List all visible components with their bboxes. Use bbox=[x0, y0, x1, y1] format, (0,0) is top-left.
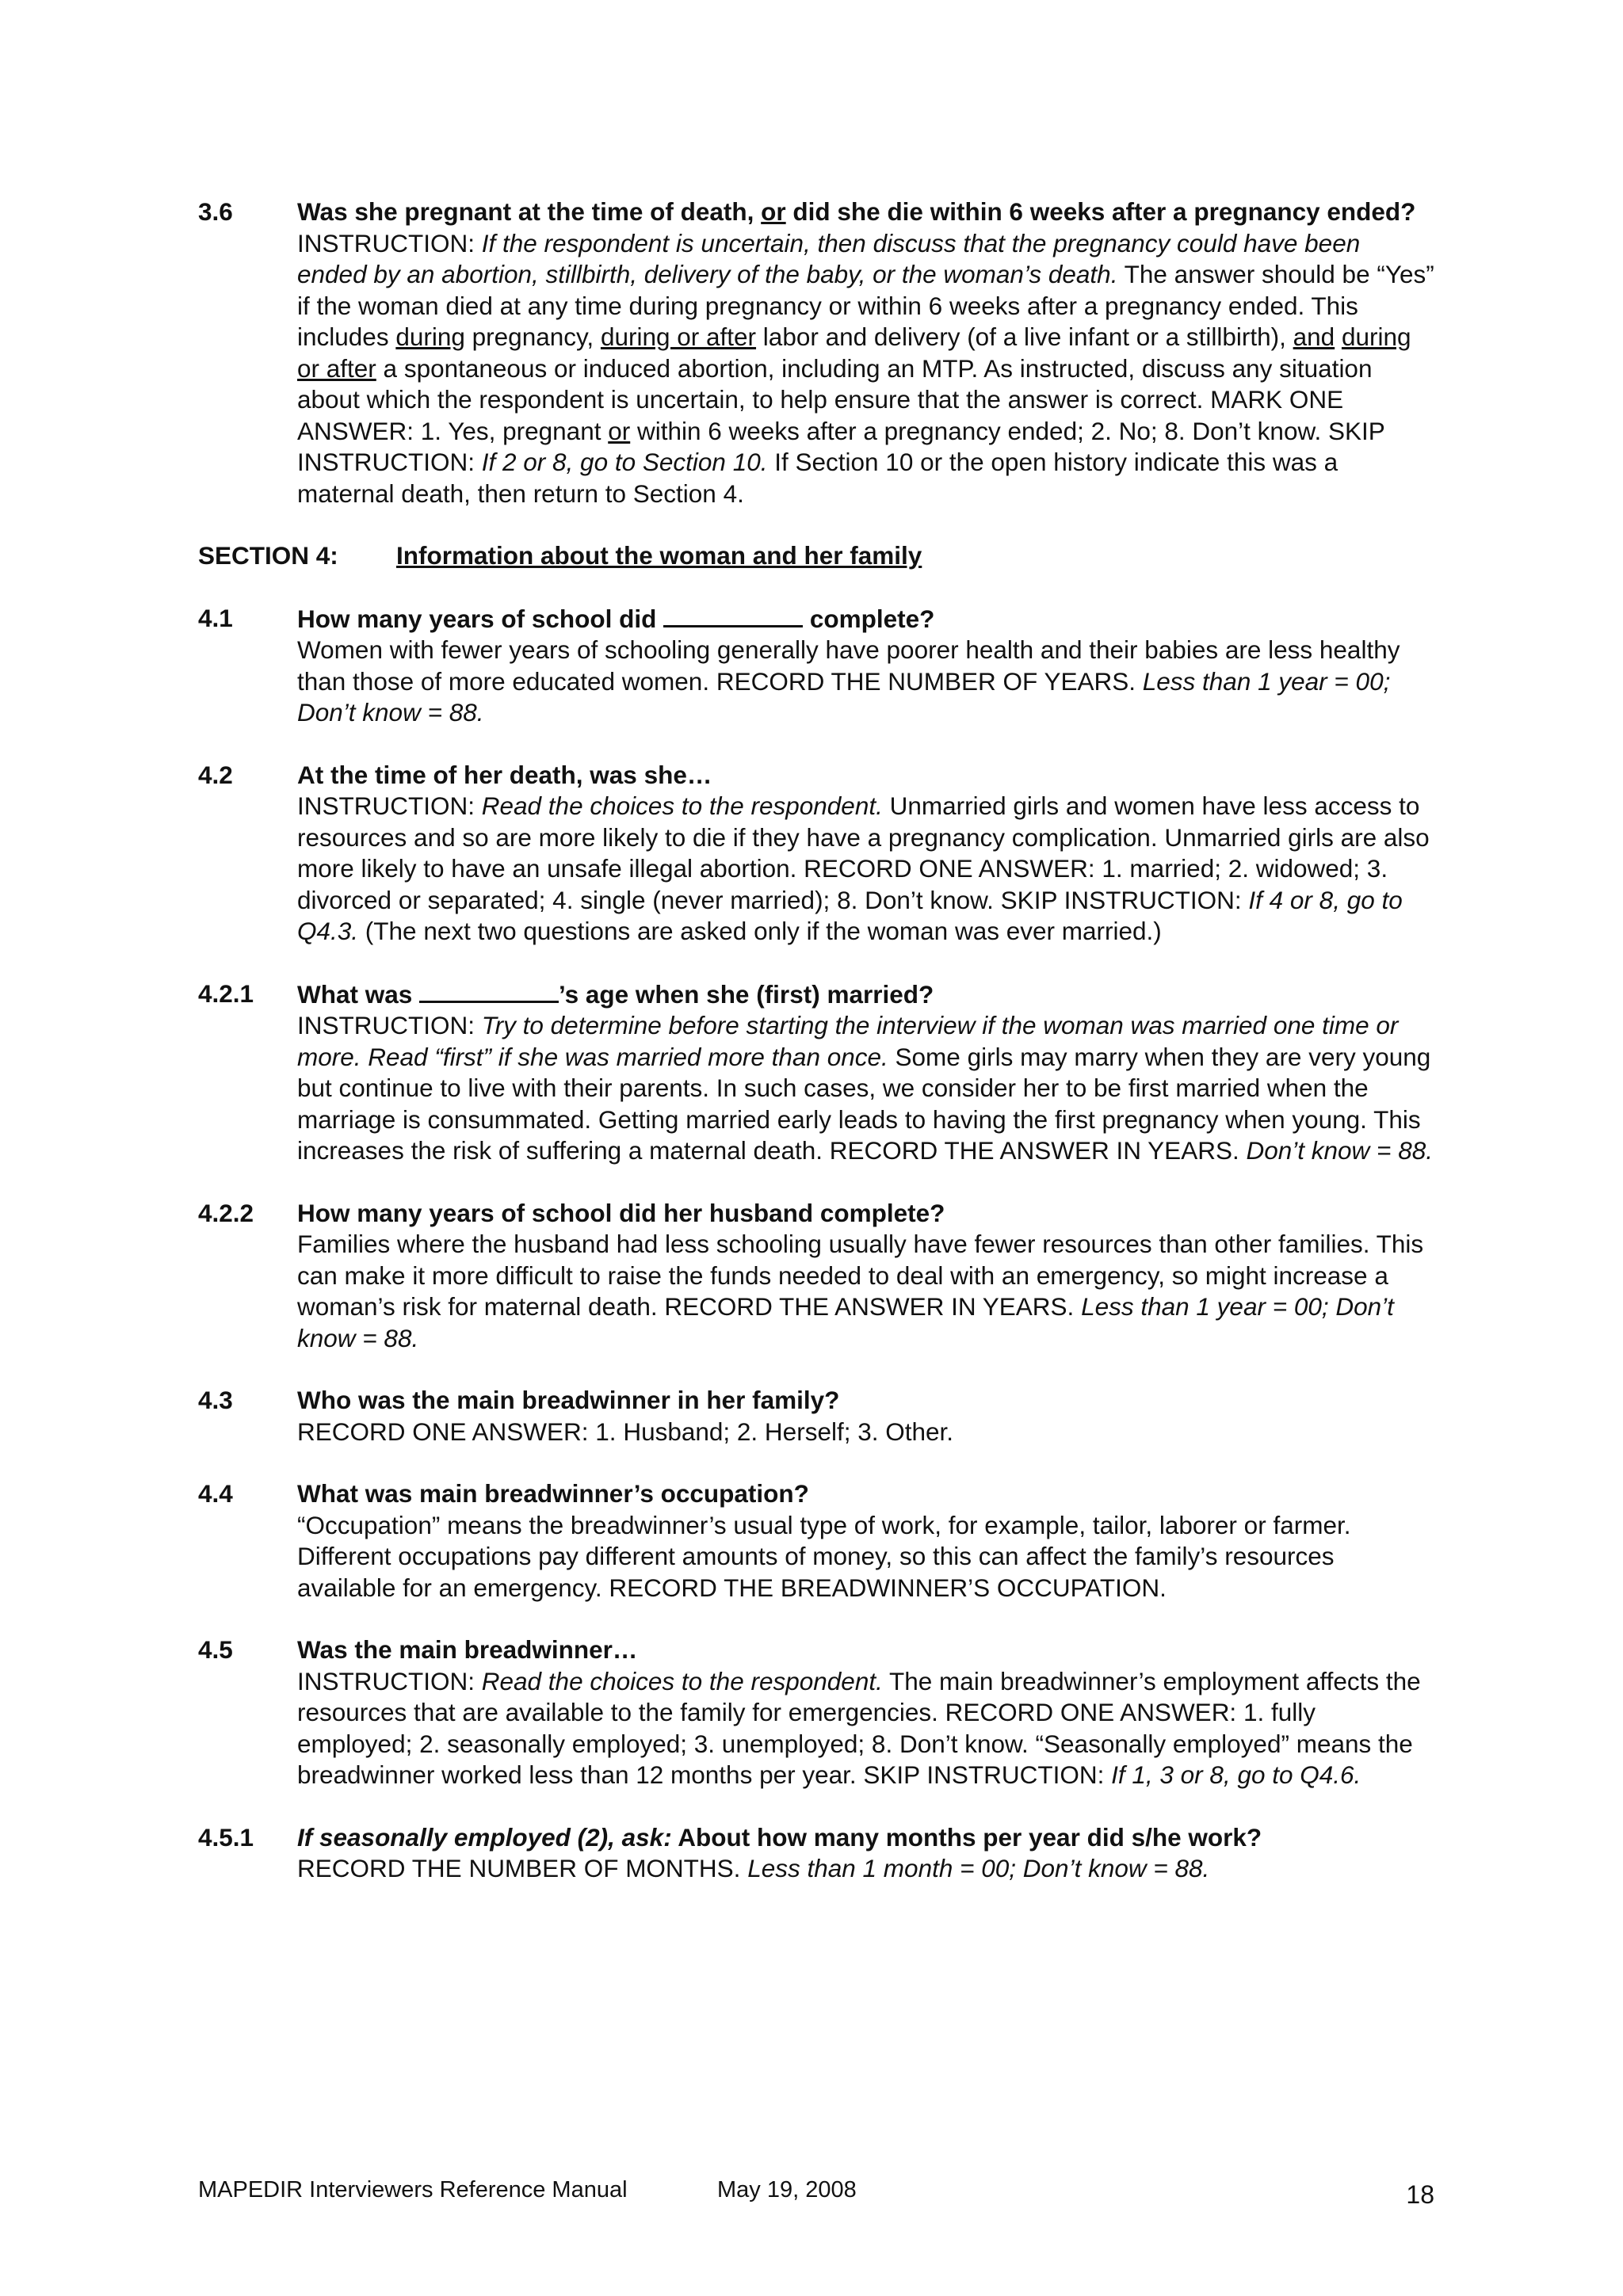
question-text: What was ’s age when she (first) married? bbox=[297, 979, 934, 1009]
question-instruction: Women with fewer years of schooling generally have poorer health and their babies are less healthy than those of more educated women. RECORD THE NUMBER OF YEARS. Less than 1 year = 00; Don’t know = 88. bbox=[297, 635, 1400, 727]
question-text: Was the main breadwinner… bbox=[297, 1635, 638, 1664]
page-footer bbox=[198, 2177, 1434, 2212]
question-body bbox=[297, 603, 1434, 729]
question-body bbox=[297, 196, 1434, 509]
question-number: 4.4 bbox=[198, 1479, 233, 1508]
question-instruction: INSTRUCTION: Read the choices to the respondent. The main breadwinner’s employment affects the resources that are available to the family for emergencies. RECORD ONE ANSWER: 1. fully employed; 2. seasonally employed; 3. unemployed; 8. Don’t know. “Seasonally employed” means the breadwinner worked less than 12 months per year. SKIP INSTRUCTION: If 1, 3 or 8, go to Q4.6. bbox=[297, 1666, 1421, 1789]
footer-date: May 19, 2008 bbox=[717, 2177, 857, 2203]
question-number: 4.5 bbox=[198, 1635, 233, 1664]
question-text: At the time of her death, was she… bbox=[297, 760, 712, 789]
question-4-2-1 bbox=[198, 978, 1434, 1167]
question-instruction: INSTRUCTION: Try to determine before starting the interview if the woman was married one time or more. Read “first” if she was married more than once. Some girls may marry when they are very young but continue to live with their parents. In such cases, we consider her to be first married when the marriage is consummated. Getting married early leads to having the first pregnancy when young. This increases the risk of suffering a maternal death. RECORD THE ANSWER IN YEARS. Don’t know = 88. bbox=[297, 1011, 1433, 1165]
question-instruction: RECORD THE NUMBER OF MONTHS. Less than 1 month = 00; Don’t know = 88. bbox=[297, 1854, 1210, 1882]
question-4-1 bbox=[198, 603, 1434, 729]
question-text: How many years of school did complete? bbox=[297, 604, 935, 633]
question-body bbox=[297, 978, 1434, 1167]
question-number: 3.6 bbox=[198, 197, 233, 226]
footer-title: MAPEDIR Interviewers Reference Manual bbox=[198, 2177, 628, 2203]
question-number: 4.3 bbox=[198, 1386, 233, 1414]
question-instruction: INSTRUCTION: If the respondent is uncertain, then discuss that the pregnancy could have been ended by an abortion, stillbirth, delivery of the baby, or the woman’s death. The answer should be “Yes” if the woman died at any time during pregnancy or within 6 weeks after a pregnancy ended. This includes during pregnancy, during or after labor and delivery (of a live infant or a stillbirth), and during or after a spontaneous or induced abortion, including an MTP. As instructed, discuss any situation about which the respondent is uncertain, to help ensure that the answer is correct. MARK ONE ANSWER: 1. Yes, pregnant or within 6 weeks after a pregnancy ended; 2. No; 8. Don’t know. SKIP INSTRUCTION: If 2 or 8, go to Section 10. If Section 10 or the open history indicate this was a maternal death, then return to Section 4. bbox=[297, 228, 1434, 508]
question-instruction: “Occupation” means the breadwinner’s usual type of work, for example, tailor, laborer or farmer. Different occupations pay different amounts of money, so this can affect the family’s resources available for an emergency. RECORD THE BREADWINNER’S OCCUPATION. bbox=[297, 1510, 1351, 1602]
question-number: 4.1 bbox=[198, 603, 233, 632]
page-number: 18 bbox=[1406, 2180, 1434, 2209]
question-instruction: Families where the husband had less schooling usually have fewer resources than other families. This can make it more difficult to raise the funds needed to deal with an emergency, so might increase a woman’s risk for maternal death. RECORD THE ANSWER IN YEARS. Less than 1 year = 00; Don’t know = 88. bbox=[297, 1230, 1424, 1352]
question-text: What was main breadwinner’s occupation? bbox=[297, 1479, 809, 1508]
question-number: 4.5.1 bbox=[198, 1822, 254, 1852]
question-number: 4.2.1 bbox=[198, 978, 254, 1008]
question-text: If seasonally employed (2), ask: About how many months per year did s/he work? bbox=[297, 1822, 1262, 1852]
question-text: Who was the main breadwinner in her family? bbox=[297, 1386, 840, 1414]
question-body bbox=[297, 1198, 1434, 1355]
question-3-6 bbox=[198, 196, 1434, 509]
question-text: How many years of school did her husband complete? bbox=[297, 1198, 945, 1227]
name-blank bbox=[663, 603, 803, 627]
question-4-4 bbox=[198, 1478, 1434, 1604]
question-4-2-2 bbox=[198, 1198, 1434, 1355]
question-4-5-1 bbox=[198, 1822, 1434, 1885]
question-body bbox=[297, 1634, 1434, 1791]
question-instruction: INSTRUCTION: Read the choices to the respondent. Unmarried girls and women have less access to resources and so are more likely to die if they have a pregnancy complication. Unmarried girls are also more likely to have an unsafe illegal abortion. RECORD ONE ANSWER: 1. married; 2. widowed; 3. divorced or separated; 4. single (never married); 8. Don’t know. SKIP INSTRUCTION: If 4 or 8, go to Q4.3. (The next two questions are asked only if the woman was ever married.) bbox=[297, 791, 1430, 945]
question-body bbox=[297, 760, 1434, 948]
section-title: Information about the woman and her family bbox=[396, 541, 922, 570]
question-number: 4.2 bbox=[198, 760, 233, 789]
page-content bbox=[198, 196, 1434, 1916]
question-4-2 bbox=[198, 760, 1434, 948]
section-label: SECTION 4: bbox=[198, 541, 338, 570]
question-body bbox=[297, 1478, 1434, 1604]
question-body bbox=[297, 1822, 1434, 1885]
question-body bbox=[297, 1385, 1434, 1447]
question-number: 4.2.2 bbox=[198, 1198, 254, 1227]
question-4-3 bbox=[198, 1385, 1434, 1447]
name-blank bbox=[419, 978, 559, 1003]
question-4-5 bbox=[198, 1634, 1434, 1791]
section-heading bbox=[198, 540, 1434, 572]
question-instruction: RECORD ONE ANSWER: 1. Husband; 2. Herself; 3. Other. bbox=[297, 1417, 954, 1446]
question-text: Was she pregnant at the time of death, or did she die within 6 weeks after a pregnancy ended? bbox=[297, 197, 1416, 226]
